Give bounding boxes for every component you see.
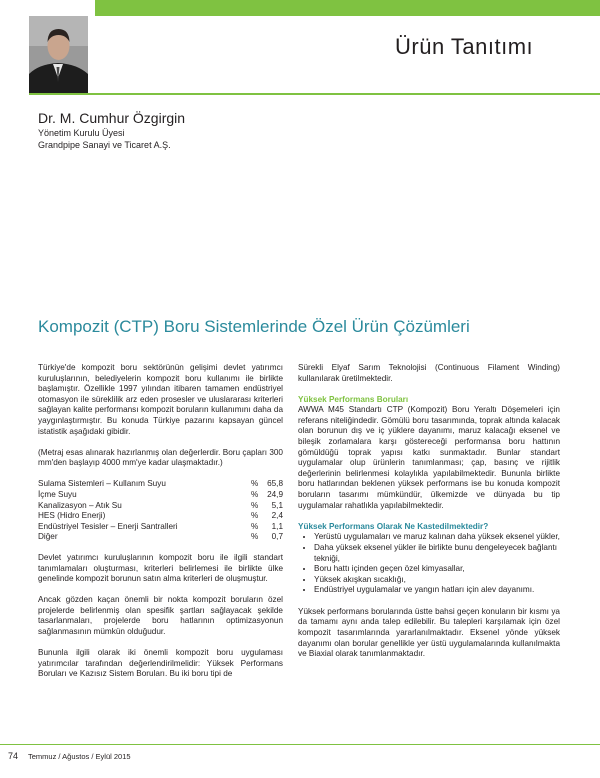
top-color-band [95,0,600,16]
left-column [38,363,283,690]
right-column [298,363,560,670]
author-company: Grandpipe Sanayi ve Ticaret A.Ş. [38,140,171,150]
subheading-question: Yüksek Performans Olarak Ne Kastedilmektedir? [298,521,489,531]
usage-statistics-table [38,479,283,543]
table-row [38,532,283,543]
stat-value: 65,8 [267,479,283,489]
person-portrait-icon [29,16,88,93]
stat-value: 1,1 [271,521,283,531]
paragraph: Ancak gözden kaçan önemli bir nokta kompozit boruların özel projelerde belirlenmiş olan spesifik şartları sağlayacak şekilde tasarlanmaları, projelerde boru hatlarının optimizasyonun sağlanmasının mümkün olduğudur. [38,595,283,636]
section-title: Ürün Tanıtımı [395,34,534,59]
stat-label: Kanalizasyon – Atık Su [38,500,122,510]
table-row [38,522,283,533]
list-item: • Daha yüksek eksenel yükler ile birlikte bunu dengeleyecek bağlantı tekniği, [314,543,560,564]
author-photo [29,16,88,93]
paragraph: (Metraj esas alınarak hazırlanmış olan değerlerdir. Boru çapları 300 mm'den başlayıp 4000 mm'ye kadar ulaşmaktadır.) [38,447,283,468]
table-row [38,490,283,501]
stat-percent-sign: % [251,489,259,499]
page-header [0,0,600,115]
table-row [38,511,283,522]
stat-label: Diğer [38,532,58,542]
footer-divider [0,744,600,745]
author-name: Dr. M. Cumhur Özgirgin [38,110,186,126]
stat-percent-sign: % [251,532,259,542]
author-role: Yönetim Kurulu Üyesi [38,128,125,138]
stat-value: 24,9 [267,489,283,499]
header-divider [29,93,600,95]
stat-percent-sign: % [251,521,259,531]
list-item: • Yüksek akışkan sıcaklığı, [314,575,560,586]
table-row [38,501,283,512]
article-title: Kompozit (CTP) Boru Sistemlerinde Özel Ürün Çözümleri [38,317,470,336]
stat-label: HES (Hidro Enerji) [38,511,106,521]
paragraph: AWWA M45 Standartı CTP (Kompozit) Boru Yeraltı Döşemeleri için referans niteliğindedir. Gömülü boru tasarımında, toprak altında kalacak olan borunun dış ve iç yüklere dayanımı, maruz kalacağı eksenel ve bileşik zorlamalara karşı göstereceği performansa boru hattının gömüldüğü toprak yapısı katkı sunmaktadır. Bunlar standart uygulamalar olup ürünlerin tanımlanması; çap, basınç ve rijitlik değerlerinin belirlenmesi kolaylıkla yapılabilmektedir. Bununla birlikte boru hatlarından beklenen yüksek performans ise bu konuda kompozit boruların tasarımı mümkündür, ülkemizde ve dünyada bu tip uygulamalar rahatlıkla yapılabilmektedir. [298,405,560,510]
page-number: 74 [8,751,19,761]
stat-value: 5,1 [271,500,283,510]
stat-percent-sign: % [251,500,259,510]
stat-value: 2,4 [271,511,283,521]
paragraph: Bununla ilgili olarak iki önemli kompozit boru uygulaması yatırımcılar tarafından değerlendirilmelidir: Yüksek Performans Boruları ve Kazısız Sistem Boruları. Bu iki boru tipi de [38,648,283,679]
list-item: • Yerüstü uygulamaları ve maruz kalınan daha yüksek eksenel yükler, [314,532,560,543]
subheading-high-performance: Yüksek Performans Boruları [298,394,409,404]
paragraph: Yüksek performans borularında üstte bahsi geçen konuların bir kısmı ya da tamamı aynı anda talep edilebilir. Bu talepleri karşılamak için özel kompozit tasarımlarında yararlanılmaktadır. Eksenel yönde yüksek dayanımı olan borular genellikle yer üstü uygulamalarında kullanılmakta ve Biaxial olarak tanımlanmaktadır. [298,606,560,659]
table-row [38,479,283,490]
stat-label: Endüstriyel Tesisler – Enerji Santralleri [38,521,178,531]
list-item: • Boru hattı içinden geçen özel kimyasallar, [314,564,560,575]
issue-date: Temmuz / Ağustos / Eylül 2015 [28,752,131,761]
paragraph: Devlet yatırımcı kuruluşlarının kompozit boru ile ilgili standart tanımlamaları oluşturması, kriterleri belirlemesi ile birlikte ülke genelinde kompozit borunun satın alma kriterleri de oluşmuştur. [38,552,283,584]
requirements-list [298,532,560,596]
stat-label: İçme Suyu [38,489,77,499]
paragraph: Sürekli Elyaf Sarım Teknolojisi (Continuous Filament Winding) kullanılarak üretilmektedir. [298,363,560,383]
stat-percent-sign: % [251,479,259,489]
stat-value: 0,7 [271,532,283,542]
stat-label: Sulama Sistemleri – Kullanım Suyu [38,479,166,489]
paragraph: Türkiye'de kompozit boru sektörünün gelişimi devlet yatırımcı kuruluşlarının, belediyelerin kompozit boru kullanımı ile birlikte başlamıştır. Özellikle 1997 yılından itibaren tamamen endüstriyel otomasyon ile süreklilik arz eden prosesler ve uluslararası kriterleri sağlayan kalite performansı kompozit boruların kullanımını daha da yaygınlaştırmıştır. Bu konuda Türkiye pazarını kapsayan güncel istatistik aşağıdaki gibidir. [38,363,283,436]
list-item: • Endüstriyel uygulamalar ve yangın hatları için alev dayanımı. [314,585,560,596]
stat-percent-sign: % [251,511,259,521]
